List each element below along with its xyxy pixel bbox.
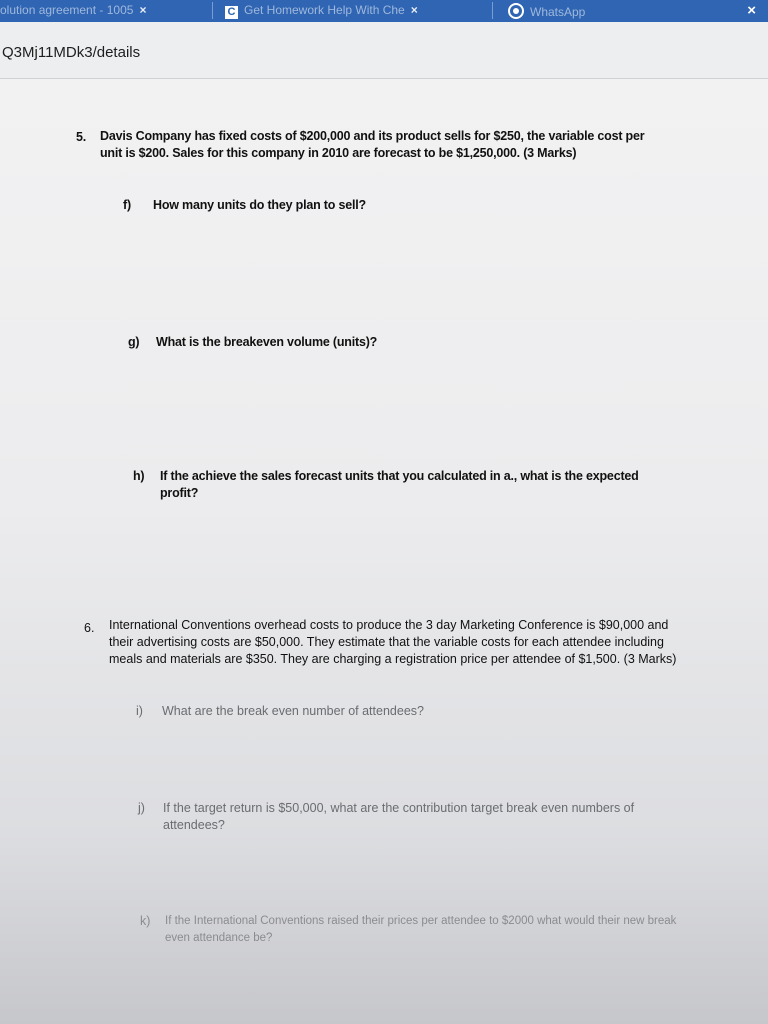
tab-divider: [212, 2, 213, 19]
browser-tab-bar: [0, 0, 768, 22]
tab-label: Get Homework Help With Che: [244, 3, 405, 17]
question-g-text: What is the breakeven volume (units)?: [156, 335, 378, 349]
tab-whatsapp[interactable]: [508, 3, 585, 19]
question-f-text: How many units do they plan to sell?: [153, 198, 366, 212]
tab-solution-agreement[interactable]: [0, 3, 146, 17]
question-j-text: If the target return is $50,000, what are the contribution target break even numbers of attendees?: [163, 801, 635, 832]
close-window-icon[interactable]: ×: [747, 2, 756, 19]
close-tab-icon[interactable]: ×: [139, 3, 147, 17]
question-k-label: k): [140, 914, 151, 928]
url-text: Q3Mj11MDk3/details: [2, 44, 141, 61]
question-6-text: International Conventions overhead costs to produce the 3 day Marketing Conference is $90,000 and their advertising costs are $50,000. They estimate that the variable costs for each attendee including meals and materials are $350. They are charging a registration price per attendee of $1,500. (3 Marks): [109, 618, 677, 666]
whatsapp-icon: [508, 3, 524, 19]
tab-label: WhatsApp: [530, 5, 586, 19]
question-j-label: j): [138, 801, 145, 815]
chegg-c-icon: C: [225, 6, 238, 19]
question-i-label: i): [136, 704, 143, 718]
address-bar[interactable]: [0, 22, 768, 79]
tab-chegg[interactable]: [225, 3, 418, 19]
question-h-label: h): [133, 469, 145, 483]
question-5-text: Davis Company has fixed costs of $200,000 and its product sells for $250, the variable cost per unit is $200. Sales for this company in 2010 are forecast to be $1,250,000. (3 Marks): [100, 129, 645, 160]
question-6-number: 6.: [84, 621, 95, 635]
question-k-text: If the International Conventions raised their prices per attendee to $2000 what would their new break even attendance be?: [165, 915, 677, 944]
question-h-text: If the achieve the sales forecast units that you calculated in a., what is the expected profit?: [160, 469, 639, 500]
question-f-label: f): [123, 198, 131, 212]
tab-divider: [492, 2, 493, 19]
close-tab-icon[interactable]: ×: [410, 3, 418, 17]
question-i-text: What are the break even number of attendees?: [162, 704, 424, 718]
question-5-number: 5.: [76, 130, 87, 144]
tab-label: olution agreement - 1005: [0, 3, 134, 17]
question-g-label: g): [128, 335, 140, 349]
document-page: [0, 79, 768, 1024]
